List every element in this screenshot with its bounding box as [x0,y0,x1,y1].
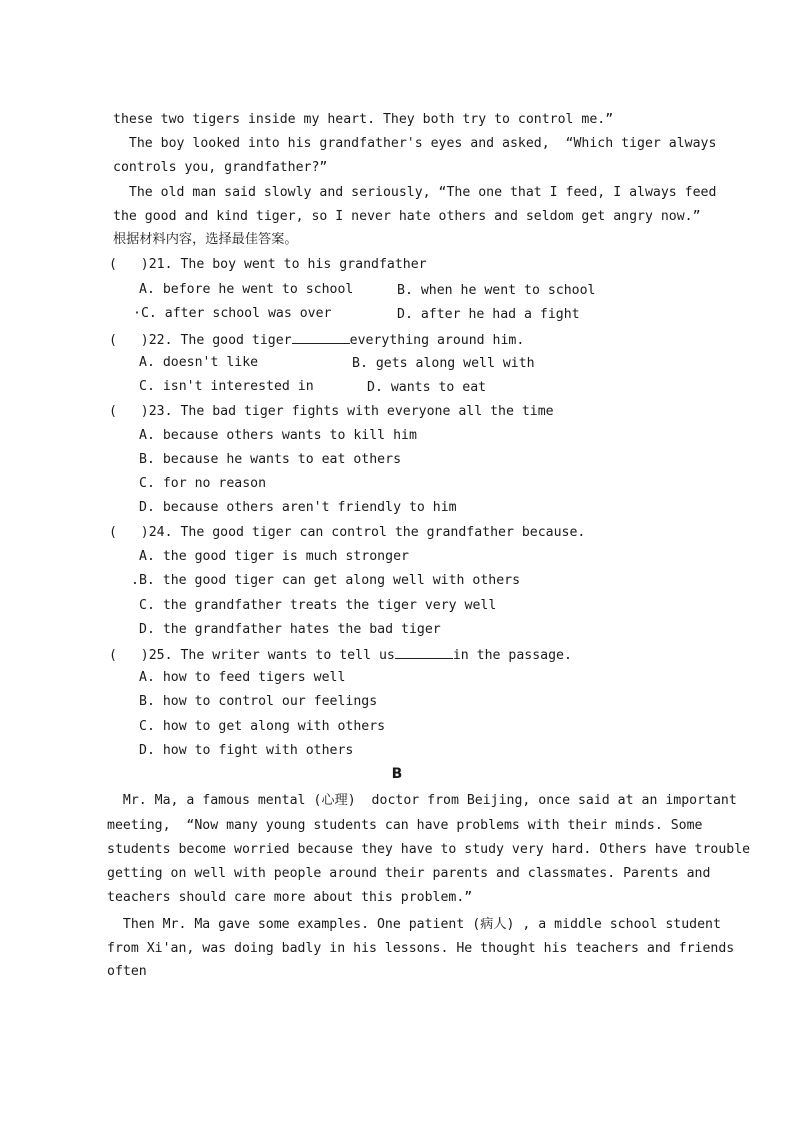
passage-line-1: these two tigers inside my heart. They both try to control me.” [113,112,614,127]
q23-option-d: D. because others aren't friendly to him [139,500,457,515]
q21-option-a: A. before he went to school [139,282,354,297]
answer-blank [292,331,350,344]
q24-option-d: D. the grandfather hates the bad tiger [139,622,441,637]
passage-line-2: The boy looked into his grandfather's eyes and asked, “Which tiger always [113,136,717,151]
q22-option-b: B. gets along well with [352,356,535,371]
q23-option-b: B. because he wants to eat others [139,452,402,467]
question-25: ( )25. The writer wants to tell us in the passage. [109,648,572,663]
q22-option-a: A. doesn't like [139,355,259,370]
section-b-line-7: from Xi'an, was doing badly in his lessons. He thought his teachers and friends [107,941,735,956]
question-21: ( )21. The boy went to his grandfather [109,257,427,272]
question-22: ( )22. The good tiger everything around him. [109,333,525,348]
passage-line-4: The old man said slowly and seriously, “The one that I feed, I always feed [113,185,717,200]
q22-option-d: D. wants to eat [367,380,487,395]
q21-option-d: D. after he had a fight [397,307,580,322]
q22-option-c: C. isn't interested in [139,379,314,394]
q21-option-c: ·C. after school was over [133,306,332,321]
section-b-line-6: Then Mr. Ma gave some examples. One patient (病人) , a middle school student [107,917,721,932]
passage-line-3: controls you, grandfather?” [113,160,328,175]
q25-option-c: C. how to get along with others [139,719,386,734]
q25-option-a: A. how to feed tigers well [139,670,346,685]
section-b-line-5: teachers should care more about this problem.” [107,890,473,905]
passage-line-5: the good and kind tiger, so I never hate others and seldom get angry now.” [113,209,701,224]
question-24: ( )24. The good tiger can control the grandfather because. [109,525,586,540]
section-heading: B [391,766,403,782]
q21-option-b: B. when he went to school [397,283,596,298]
q23-option-c: C. for no reason [139,476,267,491]
answer-blank [395,646,453,659]
q25-option-b: B. how to control our feelings [139,694,378,709]
section-b-line-4: getting on well with people around their parents and classmates. Parents and [107,866,711,881]
section-b-line-2: meeting, “Now many young students can have problems with their minds. Some [107,818,703,833]
q24-option-c: C. the grandfather treats the tiger very well [139,598,497,613]
q24-option-b: .B. the good tiger can get along well with others [131,573,521,588]
question-23: ( )23. The bad tiger fights with everyone all the time [109,404,554,419]
q24-option-a: A. the good tiger is much stronger [139,549,409,564]
instruction: 根据材料内容，选择最佳答案。 [113,232,298,247]
q23-option-a: A. because others wants to kill him [139,428,417,443]
section-b-line-8: often [107,964,147,979]
section-b-line-1: Mr. Ma, a famous mental (心理) doctor from Beijing, once said at an important [107,793,737,808]
q25-option-d: D. how to fight with others [139,743,354,758]
section-b-line-3: students become worried because they have to study very hard. Others have trouble [107,842,751,857]
